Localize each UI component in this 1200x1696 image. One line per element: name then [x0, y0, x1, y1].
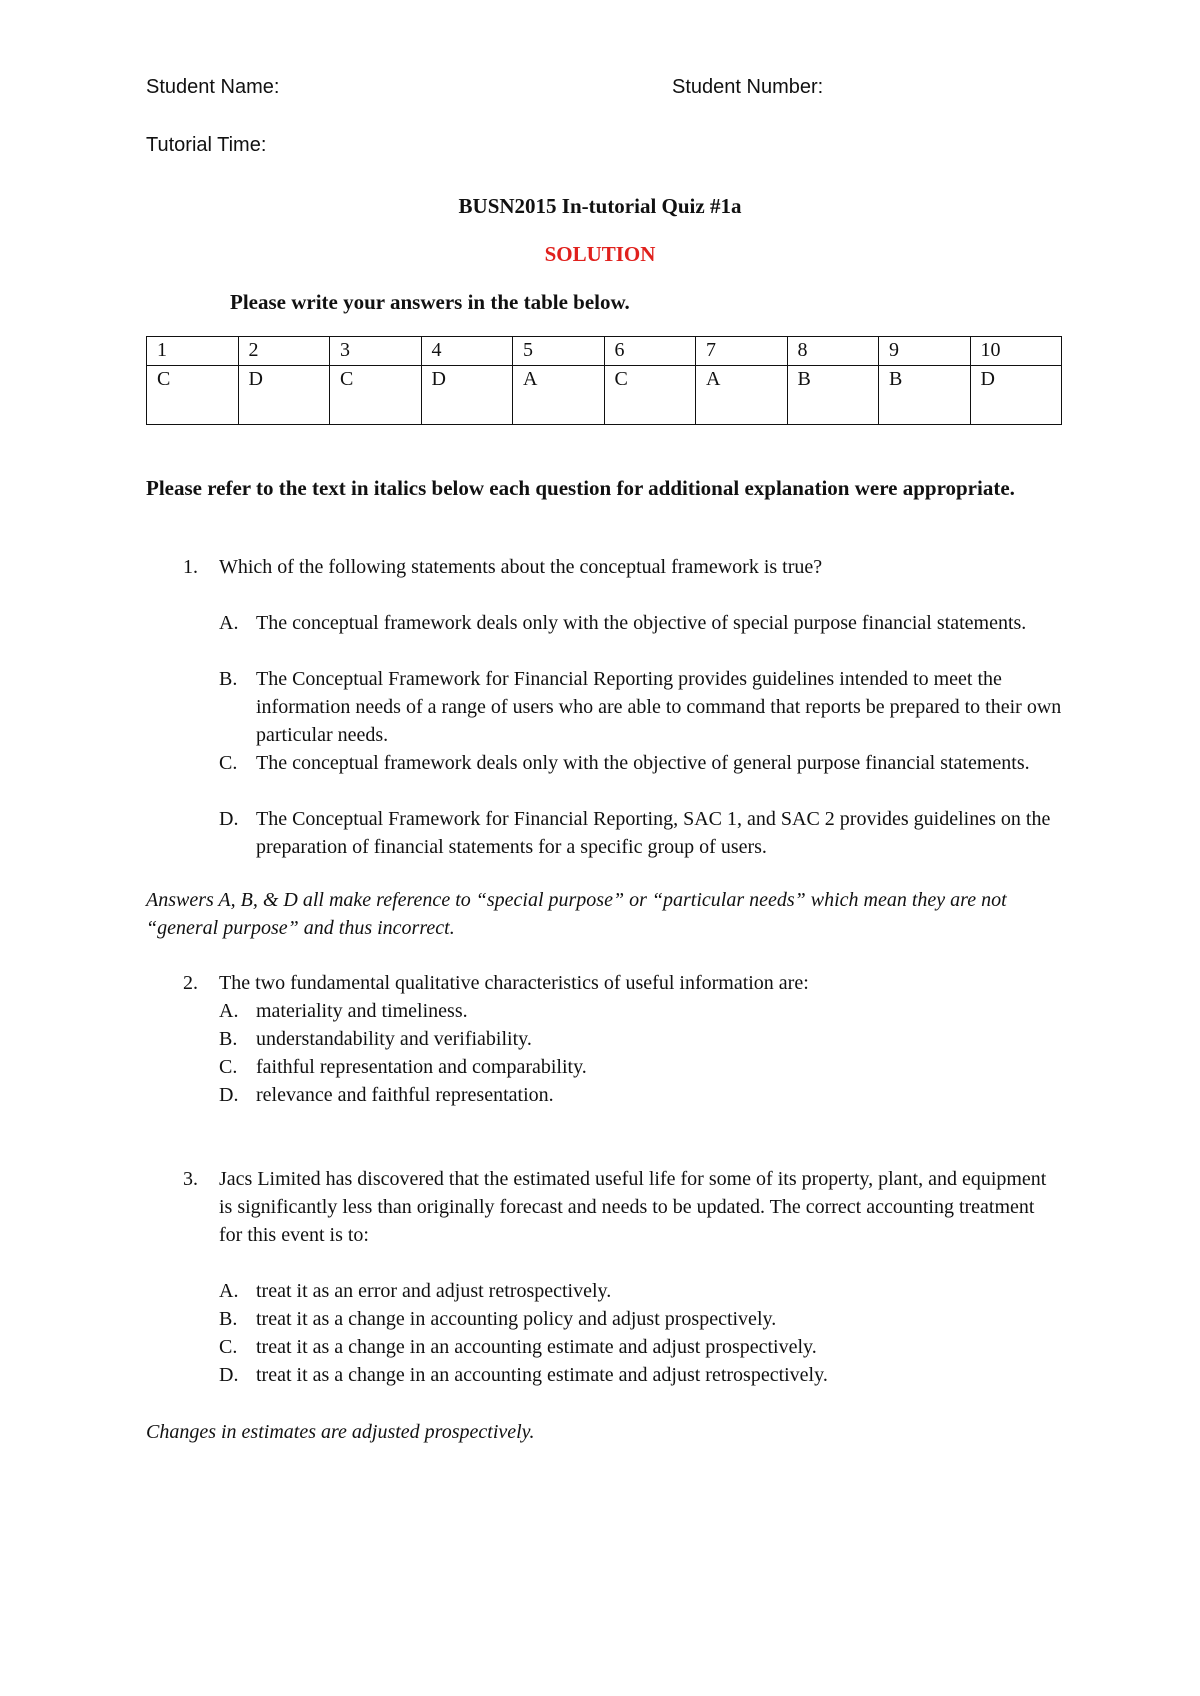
page-title: BUSN2015 In-tutorial Quiz #1a: [458, 194, 742, 218]
option-letter: C.: [219, 1336, 238, 1358]
table-cell-number: 9: [879, 337, 971, 366]
question-text: Jacs Limited has discovered that the estimated useful life for some of its property, plant, and equipment is significantly less than originally forecast and needs to be updated. The correct accounting treatment for this event is to:: [219, 1168, 1047, 1246]
tutorial-time-label: Tutorial Time:: [146, 134, 267, 156]
option-letter: C.: [219, 752, 238, 774]
option-letter: B.: [219, 1308, 238, 1330]
question-text: Which of the following statements about the conceptual framework is true?: [219, 556, 823, 578]
refer-note: Please refer to the text in italics below each question for additional explanation were appropriate.: [146, 476, 1015, 500]
table-cell-answer: D: [421, 366, 513, 425]
table-cell-number: 5: [513, 337, 605, 366]
option-text: treat it as a change in accounting policy and adjust prospectively.: [256, 1308, 777, 1330]
table-cell-number: 3: [330, 337, 422, 366]
option-letter: A.: [219, 612, 239, 634]
explanation-text: Changes in estimates are adjusted prospectively.: [146, 1421, 535, 1443]
question-number: 1.: [183, 556, 198, 578]
question-number: 3.: [183, 1168, 198, 1190]
answer-instruction: Please write your answers in the table below.: [230, 290, 630, 314]
option-text: materiality and timeliness.: [256, 1000, 468, 1022]
table-cell-answer: A: [696, 366, 788, 425]
option-text: treat it as an error and adjust retrospectively.: [256, 1280, 612, 1302]
option-letter: B.: [219, 668, 238, 690]
table-cell-number: 8: [787, 337, 879, 366]
table-cell-answer: C: [147, 366, 239, 425]
option-text: treat it as a change in an accounting estimate and adjust prospectively.: [256, 1336, 817, 1358]
table-cell-answer: B: [787, 366, 879, 425]
table-cell-answer: D: [238, 366, 330, 425]
table-cell-answer: C: [330, 366, 422, 425]
table-cell-number: 6: [604, 337, 696, 366]
question-text: The two fundamental qualitative characteristics of useful information are:: [219, 972, 809, 994]
option-letter: C.: [219, 1056, 238, 1078]
table-cell-answer: B: [879, 366, 971, 425]
option-text: The conceptual framework deals only with the objective of special purpose financial statements.: [256, 612, 1027, 634]
option-text: relevance and faithful representation.: [256, 1084, 554, 1106]
answer-table: [146, 336, 1062, 425]
answer-row: [147, 366, 1062, 425]
table-cell-answer: C: [604, 366, 696, 425]
option-text: The conceptual framework deals only with the objective of general purpose financial statements.: [256, 752, 1030, 774]
table-cell-number: 2: [238, 337, 330, 366]
option-letter: A.: [219, 1000, 239, 1022]
question-number: 2.: [183, 972, 198, 994]
table-cell-number: 1: [147, 337, 239, 366]
option-text: The Conceptual Framework for Financial Reporting, SAC 1, and SAC 2 provides guidelines on the preparation of financial statements for a specific group of users.: [256, 808, 1051, 858]
explanation-text: Answers A, B, & D all make reference to “special purpose” or “particular needs” which mean they are not “general purpose” and thus incorrect.: [146, 889, 1007, 939]
table-cell-answer: D: [970, 366, 1062, 425]
option-text: The Conceptual Framework for Financial Reporting provides guidelines intended to meet the information needs of a range of users who are able to command that reports be prepared to their own particular needs.: [256, 668, 1062, 746]
option-letter: D.: [219, 1084, 239, 1106]
question-number-row: [147, 337, 1062, 366]
option-letter: D.: [219, 808, 239, 830]
option-text: treat it as a change in an accounting estimate and adjust retrospectively.: [256, 1364, 828, 1386]
option-letter: A.: [219, 1280, 239, 1302]
student-name-label: Student Name:: [146, 76, 280, 98]
table-cell-number: 7: [696, 337, 788, 366]
student-number-label: Student Number:: [672, 76, 824, 98]
table-cell-number: 10: [970, 337, 1062, 366]
option-text: understandability and verifiability.: [256, 1028, 532, 1050]
table-cell-number: 4: [421, 337, 513, 366]
solution-label: SOLUTION: [544, 242, 656, 266]
option-text: faithful representation and comparability.: [256, 1056, 587, 1078]
table-cell-answer: A: [513, 366, 605, 425]
option-letter: B.: [219, 1028, 238, 1050]
option-letter: D.: [219, 1364, 239, 1386]
